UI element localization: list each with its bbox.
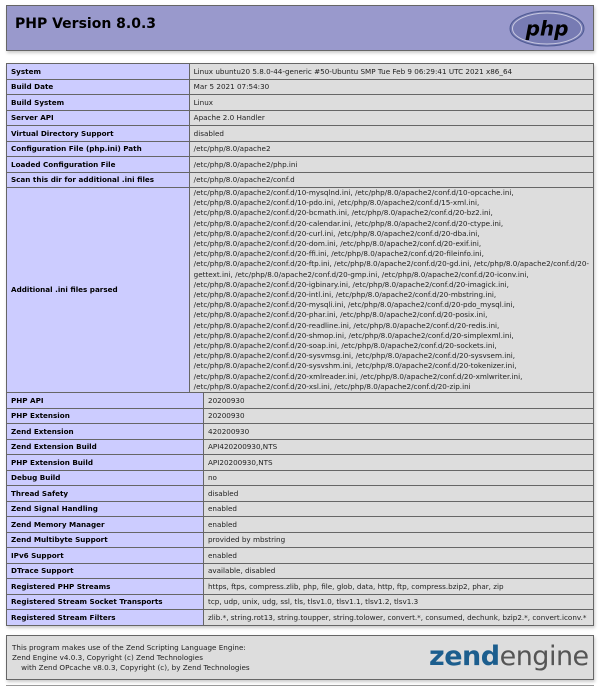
row-key: PHP Extension	[7, 408, 204, 424]
ini-file-line: /etc/php/8.0/apache2/conf.d/20-phar.ini, /etc/php/8.0/apache2/conf.d/20-posix.ini,	[193, 310, 488, 320]
row-value: enabled	[204, 548, 594, 564]
table-row-ini-files	[7, 188, 594, 393]
row-key: Build System	[7, 95, 190, 111]
table-row	[7, 548, 594, 564]
row-key: Build Date	[7, 79, 190, 95]
ini-file-line: /etc/php/8.0/apache2/conf.d/10-mysqlnd.ini, /etc/php/8.0/apache2/conf.d/10-opcache.ini,	[193, 188, 514, 197]
ini-file-line: /etc/php/8.0/apache2/conf.d/20-sysvshm.ini, /etc/php/8.0/apache2/conf.d/20-tokenizer.ini,	[193, 361, 517, 371]
footer-text	[12, 643, 250, 673]
row-key: PHP Extension Build	[7, 455, 204, 471]
table-row	[7, 172, 594, 188]
row-key: Zend Multibyte Support	[7, 532, 204, 548]
row-key: PHP API	[7, 393, 204, 409]
table-row	[7, 141, 594, 157]
table-row	[7, 157, 594, 173]
footer-line-3: with Zend OPcache v8.0.3, Copyright (c), by Zend Technologies	[12, 663, 250, 672]
ini-file-line: /etc/php/8.0/apache2/conf.d/20-igbinary.ini, /etc/php/8.0/apache2/conf.d/20-imagick.ini,	[193, 279, 509, 289]
ini-file-line: /etc/php/8.0/apache2/conf.d/20-soap.ini, /etc/php/8.0/apache2/conf.d/20-sockets.ini,	[193, 341, 497, 351]
row-key: Loaded Configuration File	[7, 157, 190, 173]
row-value: enabled	[204, 517, 594, 533]
row-value: Mar 5 2021 07:54:30	[189, 79, 593, 95]
table-row	[7, 486, 594, 502]
table-row	[7, 470, 594, 486]
ini-file-line: /etc/php/8.0/apache2/conf.d/20-dom.ini, /etc/php/8.0/apache2/conf.d/20-exif.ini,	[193, 239, 482, 249]
table-row	[7, 79, 594, 95]
row-key: Registered Stream Filters	[7, 610, 204, 626]
table-row	[7, 126, 594, 142]
row-key: Thread Safety	[7, 486, 204, 502]
row-value: /etc/php/8.0/apache2/conf.d	[189, 172, 593, 188]
table-row	[7, 517, 594, 533]
zend-logo-part-1: zend	[429, 641, 500, 672]
row-value: /etc/php/8.0/apache2/php.ini	[189, 157, 593, 173]
table-row	[7, 95, 594, 111]
row-value: tcp, udp, unix, udg, ssl, tls, tlsv1.0, tlsv1.1, tlsv1.2, tlsv1.3	[204, 594, 594, 610]
row-value: API20200930,NTS	[204, 455, 594, 471]
row-value: no	[204, 470, 594, 486]
footer-line-1: This program makes use of the Zend Scripting Language Engine:	[12, 643, 246, 652]
row-key: Registered Stream Socket Transports	[7, 594, 204, 610]
row-value: 20200930	[204, 408, 594, 424]
row-value: Linux ubuntu20 5.8.0-44-generic #50-Ubuntu SMP Tue Feb 9 06:29:41 UTC 2021 x86_64	[189, 64, 593, 80]
table-row	[7, 439, 594, 455]
table-row	[7, 393, 594, 409]
row-value: enabled	[204, 501, 594, 517]
table-row	[7, 610, 594, 626]
row-key: DTrace Support	[7, 563, 204, 579]
row-value: provided by mbstring	[204, 532, 594, 548]
table-row	[7, 563, 594, 579]
page-title: PHP Version 8.0.3	[15, 16, 157, 32]
ini-file-line: /etc/php/8.0/apache2/conf.d/20-readline.ini, /etc/php/8.0/apache2/conf.d/20-redis.ini,	[193, 320, 500, 330]
php-logo-text: php	[525, 16, 569, 41]
row-key: Zend Extension	[7, 424, 204, 440]
row-key: IPv6 Support	[7, 548, 204, 564]
row-key: System	[7, 64, 190, 80]
row-key: Debug Build	[7, 470, 204, 486]
row-value: disabled	[189, 126, 593, 142]
row-value: https, ftps, compress.zlib, php, file, glob, data, http, ftp, compress.bzip2, phar, zip	[204, 579, 594, 595]
info-table-top	[6, 63, 594, 393]
row-key: Additional .ini files parsed	[7, 188, 190, 393]
php-logo-icon	[509, 10, 585, 47]
ini-file-line: /etc/php/8.0/apache2/conf.d/20-curl.ini, /etc/php/8.0/apache2/conf.d/20-dba.ini,	[193, 228, 480, 238]
row-key: Virtual Directory Support	[7, 126, 190, 142]
table-row	[7, 455, 594, 471]
zend-logo-part-2: engine	[499, 641, 589, 672]
row-value: zlib.*, string.rot13, string.toupper, string.tolower, convert.*, consumed, dechunk, bzip2.*, convert.iconv.*	[204, 610, 594, 626]
ini-file-line: /etc/php/8.0/apache2/conf.d/20-mysqli.ini, /etc/php/8.0/apache2/conf.d/20-pdo_mysql.ini,	[193, 300, 515, 310]
ini-file-line: /etc/php/8.0/apache2/conf.d/20-bcmath.ini, /etc/php/8.0/apache2/conf.d/20-bz2.ini,	[193, 208, 493, 218]
row-value: 20200930	[204, 393, 594, 409]
row-key: Zend Extension Build	[7, 439, 204, 455]
row-key: Server API	[7, 110, 190, 126]
ini-file-line: /etc/php/8.0/apache2/conf.d/20-intl.ini, /etc/php/8.0/apache2/conf.d/20-mbstring.ini,	[193, 290, 497, 300]
ini-file-line: /etc/php/8.0/apache2/conf.d/20-shmop.ini, /etc/php/8.0/apache2/conf.d/20-simplexml.ini,	[193, 330, 514, 340]
table-row	[7, 110, 594, 126]
zend-engine-logo-icon	[429, 641, 587, 675]
row-value: Linux	[189, 95, 593, 111]
ini-file-line: /etc/php/8.0/apache2/conf.d/20-sysvmsg.ini, /etc/php/8.0/apache2/conf.d/20-sysvsem.ini,	[193, 351, 516, 361]
ini-file-line: /etc/php/8.0/apache2/conf.d/20-calendar.ini, /etc/php/8.0/apache2/conf.d/20-ctype.ini,	[193, 218, 504, 228]
row-key: Registered PHP Streams	[7, 579, 204, 595]
row-value: available, disabled	[204, 563, 594, 579]
table-row	[7, 579, 594, 595]
row-key: Zend Signal Handling	[7, 501, 204, 517]
bottom-divider	[6, 685, 594, 686]
ini-file-line: gettext.ini, /etc/php/8.0/apache2/conf.d/20-gmp.ini, /etc/php/8.0/apache2/conf.d/20-iconv.ini,	[193, 269, 529, 279]
row-value: 420200930	[204, 424, 594, 440]
table-row	[7, 424, 594, 440]
row-value	[189, 188, 593, 393]
footer-line-2: Zend Engine v4.0.3, Copyright (c) Zend Technologies	[12, 653, 203, 662]
ini-file-line: /etc/php/8.0/apache2/conf.d/10-pdo.ini, /etc/php/8.0/apache2/conf.d/15-xml.ini,	[193, 198, 480, 208]
ini-file-line: /etc/php/8.0/apache2/conf.d/20-ftp.ini, /etc/php/8.0/apache2/conf.d/20-gd.ini, /etc/php/8.0/apache2/conf.d/20-	[193, 259, 589, 269]
table-row	[7, 594, 594, 610]
version-header	[6, 5, 594, 51]
zend-footer	[6, 635, 594, 680]
row-key: Zend Memory Manager	[7, 517, 204, 533]
info-table-bottom	[6, 392, 594, 626]
row-key: Configuration File (php.ini) Path	[7, 141, 190, 157]
row-value: API420200930,NTS	[204, 439, 594, 455]
table-row	[7, 501, 594, 517]
table-row	[7, 532, 594, 548]
row-key: Scan this dir for additional .ini files	[7, 172, 190, 188]
row-value: Apache 2.0 Handler	[189, 110, 593, 126]
ini-file-line: /etc/php/8.0/apache2/conf.d/20-xsl.ini, /etc/php/8.0/apache2/conf.d/20-zip.ini	[193, 381, 471, 391]
row-value: /etc/php/8.0/apache2	[189, 141, 593, 157]
ini-file-line: /etc/php/8.0/apache2/conf.d/20-xmlreader.ini, /etc/php/8.0/apache2/conf.d/20-xmlwriter.ini,	[193, 371, 523, 381]
ini-file-line: /etc/php/8.0/apache2/conf.d/20-ffi.ini, /etc/php/8.0/apache2/conf.d/20-fileinfo.ini,	[193, 249, 484, 259]
table-row	[7, 64, 594, 80]
table-row	[7, 408, 594, 424]
row-value: disabled	[204, 486, 594, 502]
